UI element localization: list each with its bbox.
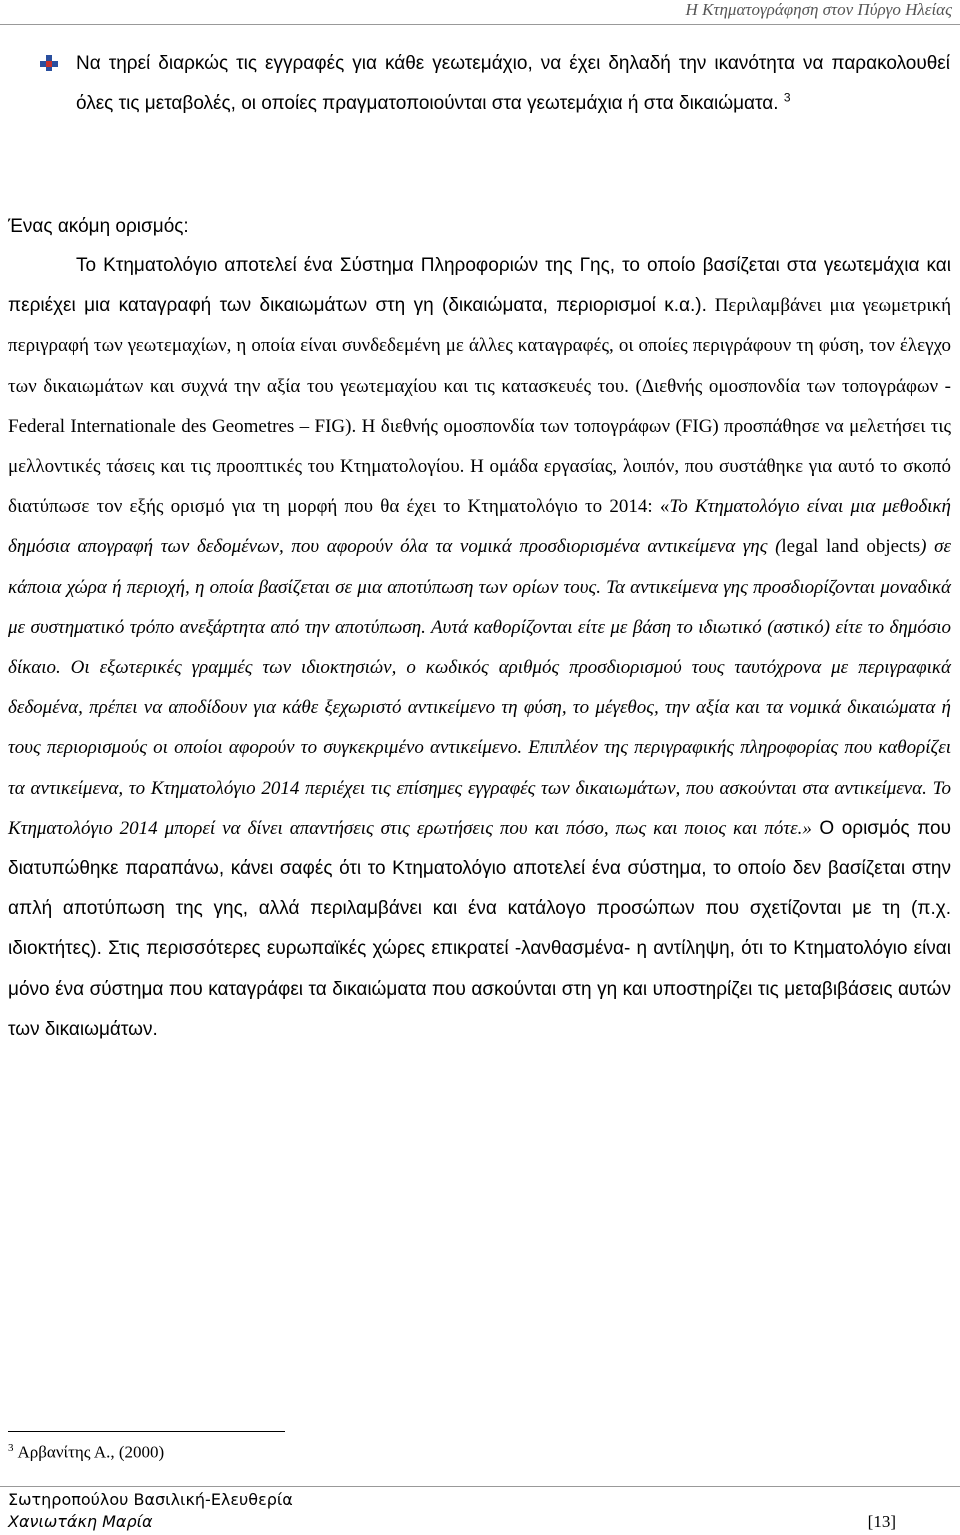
definition-body [8,246,951,1050]
running-header-title: Η Κτηματογράφηση στον Πύργο Ηλείας [685,0,952,19]
footer-divider [0,1486,960,1487]
footer-author-2: Χανιωτάκη Μαρία [8,1512,153,1531]
sentence-3: Η διεθνής ομοσπονδία των τοπογράφων (FIG) προσπάθησε να μελετήσει τις μελλοντικές τάσεις και τις προοπτικές του Κτηματολογίου. Η ομάδα εργασίας, λοιπόν, που συστάθηκε για αυτό το σκοπό διατύπωσε τον εξής ορισμό για τη μορφή που θα έχει το Κτηματολόγιο το 2014: « [8,415,952,518]
bullet-item [40,44,950,124]
definition-paragraph [8,246,951,1050]
bullet-arrow-icon [40,55,60,71]
bullet-text [76,44,950,124]
quote-english-term: legal land objects [781,536,921,558]
footnote-divider [8,1431,285,1432]
footnote-text: Αρβανίτης Α., (2000) [17,1442,165,1462]
sentence-4: Ο ορισμός που διατυπώθηκε παραπάνω, κάνει σαφές ότι το Κτηματολόγιο αποτελεί ένα σύστημα, το οποίο δεν βασίζεται στην απλή αποτύπωση της γης, αλλά περιλαμβάνει και ένα κατάλογο προσώπων που σχετίζονται με τη (π.χ. ιδιοκτήτες). Στις περισσότερες ευρωπαϊκές χώρες επικρατεί -λανθασμένα- η αντίληψη, ότι το Κτηματολόγιο είναι μόνο ένα σύστημα που καταγράφει τα δικαιώματα που ασκούνται στη γη και υποστηρίζει τις μεταβιβάσεις αυτών των δικαιωμάτων. [8,817,952,1040]
footnote-ref: 3 [783,90,791,105]
sentence-1: Το Κτηματολόγιο αποτελεί ένα Σύστημα Πληροφοριών της Γης, το οποίο βασίζεται στα γεωτεμάχια και περιέχει μια καταγραφή των δικαιωμάτων στη γη (δικαιώματα, περιορισμοί κ.α.). [8,255,951,317]
footer-author-1: Σωτηροπούλου Βασιλική-Ελευθερία [8,1490,293,1509]
page-number: [13] [867,1512,896,1531]
sentence-2: Περιλαμβάνει μια γεωμετρική περιγραφή των γεωτεμαχίων, η οποία είναι συνδεδεμένη με άλλες καταγραφές, οι οποίες περιγράφουν τη φύση, τον έλεγχο των δικαιωμάτων και συχνά την αξία του γεωτεμαχίου και τις κατασκευές του. (Διεθνής ομοσπονδία των τοπογράφων - Federal Internationale des Geometres – FIG). [8,295,952,437]
quote-part-2: ) σε κάποια χώρα ή περιοχή, η οποία βασίζεται σε μια αποτύπωση των ορίων τους. Τα αντικείμενα γης προσδιορίζονται μοναδικά με συστηματικό τρόπο ανεξάρτητα από την αποτύπωση. Αυτά καθορίζονται είτε με βάση το ιδιωτικό (αστικό) είτε το δημόσιο δίκαιο. Οι εξωτερικές γραμμές των ιδιοκτησιών, ο κωδικός αριθμός προσδιορισμού τους ταυτόχρονα με περιγραφικά δεδομένα, πρέπει να αποδίδουν για κάθε ξεχωριστό αντικείμενο τη φύση, το μέγεθος, την αξία και τα νομικά δικαιώματα ή τους περιορισμούς οι οποίοι αφορούν το συγκεκριμένο αντικείμενο. Επιπλέον της περιγραφικής πληροφορίας που καθορίζει τα αντικείμενα, το Κτηματολόγιο 2014 περιέχει τις επίσημες εγγραφές των δικαιωμάτων, που ασκούνται στα αντικείμενα. Το Κτηματολόγιο 2014 μπορεί να δίνει απαντήσεις στις ερωτήσεις που και πόσο, πως και ποιος και πότε.» [8,536,951,839]
quote-part-1: Το Κτηματολόγιο είναι μια μεθοδική δημόσια απογραφή των δεδομένων, που αφορούν όλα τα νομικά προσδιορισμένα αντικείμενα γης ( [8,496,951,558]
bullet-sentence: Να τηρεί διαρκώς τις εγγραφές για κάθε γεωτεμάχιο, να έχει δηλαδή την ικανότητα να παρακολουθεί όλες τις μεταβολές, οι οποίες πραγματοποιούνται στα γεωτεμάχια ή στα δικαιώματα. [76,53,950,114]
definition-heading: Ένας ακόμη ορισμός: [8,216,189,237]
header-divider [0,24,960,25]
footnote [8,1442,164,1463]
footnote-number: 3 [8,1442,14,1454]
